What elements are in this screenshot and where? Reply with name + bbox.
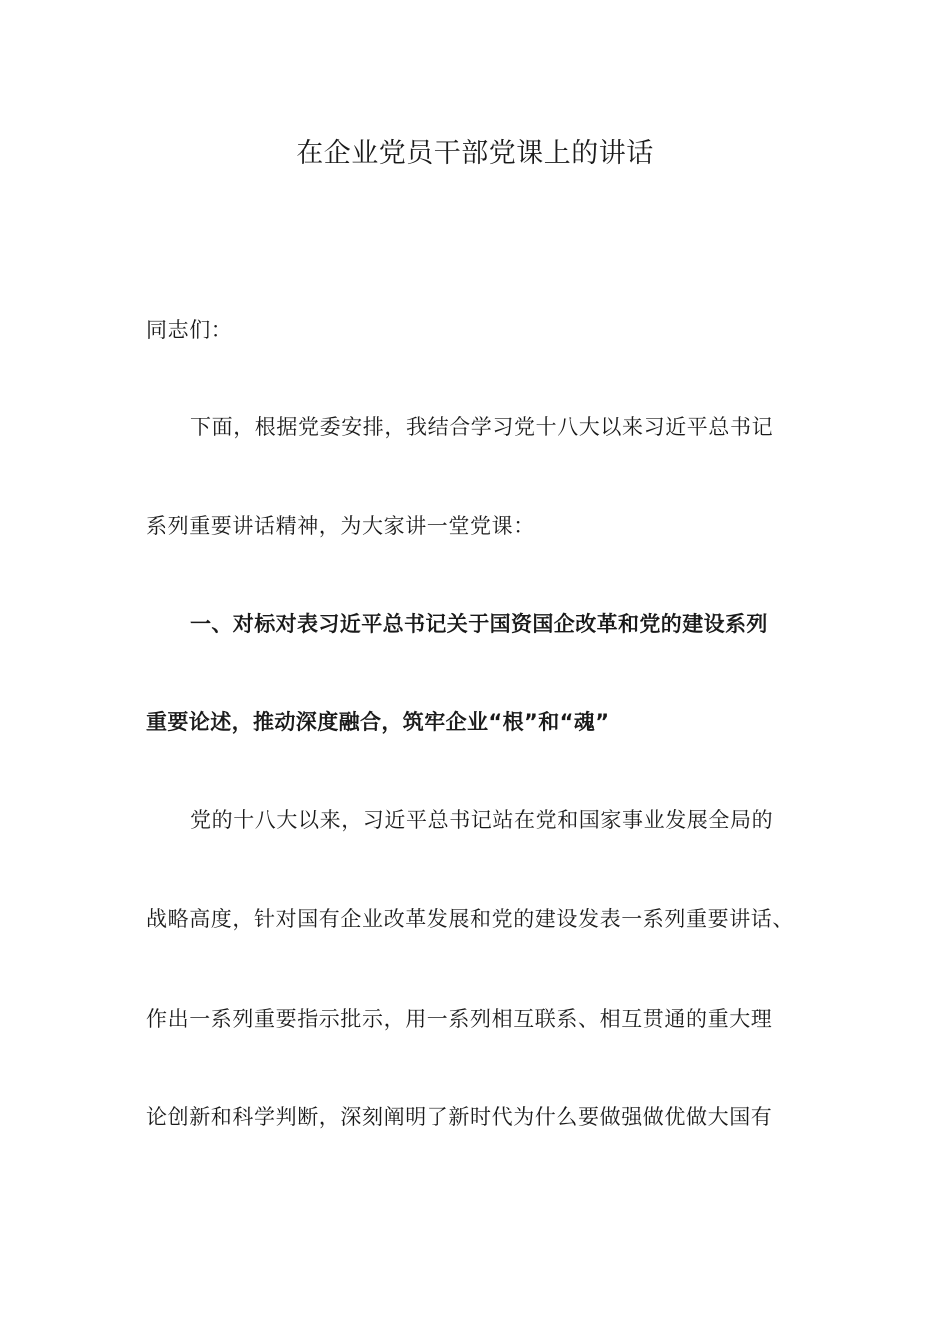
paragraph-line: 下面，根据党委安排，我结合学习党十八大以来习近平总书记 bbox=[190, 415, 774, 439]
document-title: 在企业党员干部党课上的讲话 bbox=[296, 138, 654, 169]
paragraph-line: 作出一系列重要指示批示，用一系列相互联系、相互贯通的重大理 bbox=[146, 1007, 773, 1031]
section-heading-line: 重要论述，推动深度融合，筑牢企业“根”和“魂” bbox=[146, 710, 610, 734]
section-heading-line: 一、对标对表习近平总书记关于国资国企改革和党的建设系列 bbox=[190, 612, 768, 636]
salutation: 同志们： bbox=[146, 318, 233, 342]
paragraph-line: 系列重要讲话精神，为大家讲一堂党课： bbox=[146, 514, 535, 538]
paragraph-line: 论创新和科学判断，深刻阐明了新时代为什么要做强做优做大国有 bbox=[146, 1105, 773, 1129]
paragraph-line: 战略高度，针对国有企业改革发展和党的建设发表一系列重要讲话、 bbox=[146, 907, 794, 931]
paragraph-line: 党的十八大以来，习近平总书记站在党和国家事业发展全局的 bbox=[190, 808, 774, 832]
